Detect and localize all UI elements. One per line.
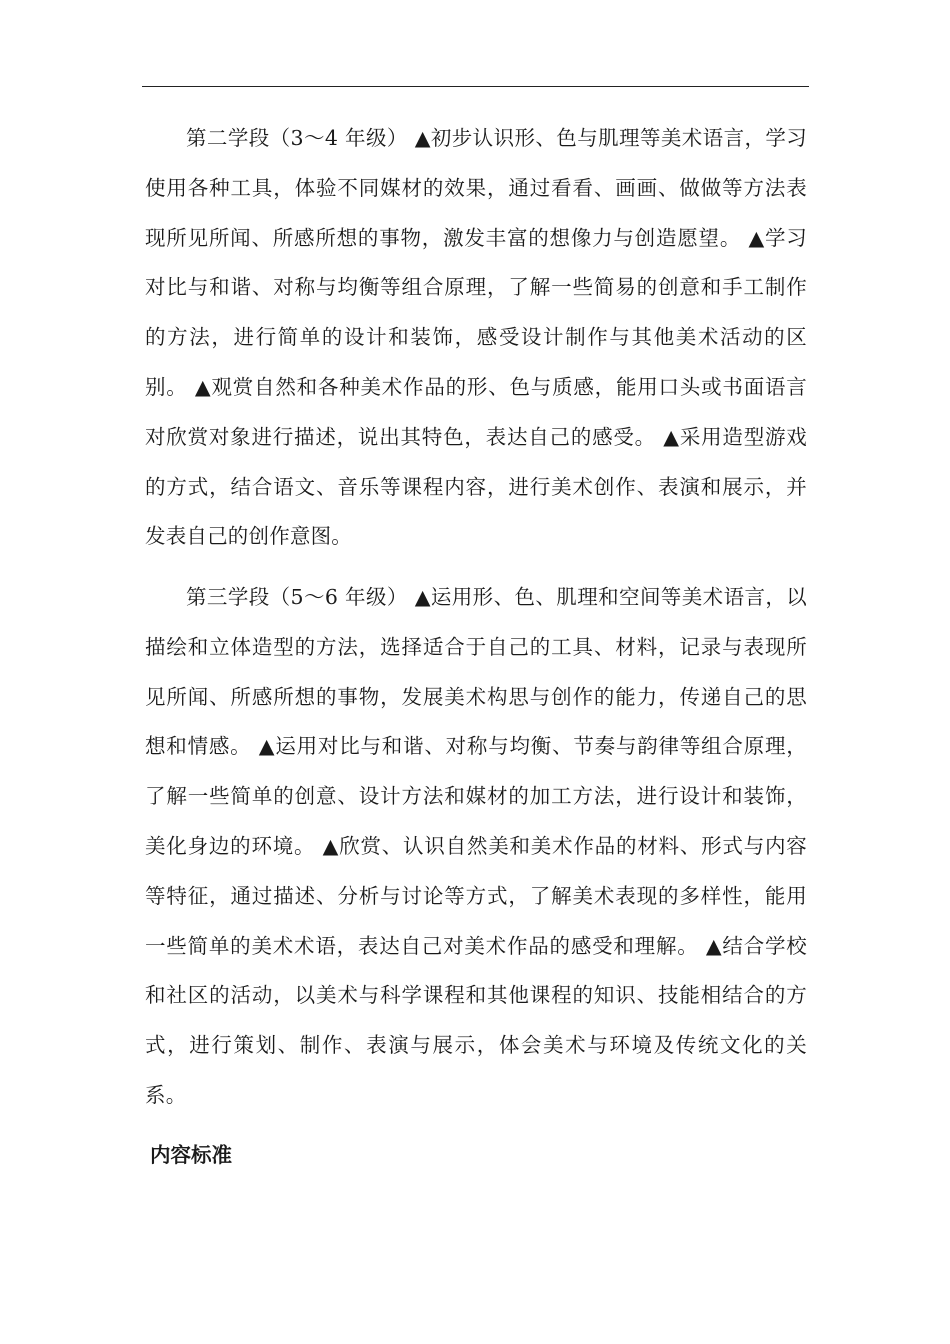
section-heading: 内容标准 [150, 1143, 232, 1167]
paragraph-stage-three: 第三学段（5～6 年级） ▲运用形、色、肌理和空间等美术语言，以描绘和立体造型的方法，选择适合于自己的工具、材料，记录与表现所见所闻、所感所想的事物，发展美术构思与创作的能力，传递自己的思想和情感。 ▲运用对比与和谐、对称与均衡、节奏与韵律等组合原理，了解一些简单的创意、设计方法和媒材的加工方法，进行设计和装饰，美化身边的环境。 ▲欣赏、认识自然美和美术作品的材料、形式与内容等特征，通过描述、分析与讨论等方式，了解美术表现的多样性，能用一些简单的美术术语，表达自己对美术作品的感受和理解。 ▲结合学校和社区的活动，以美术与科学课程和其他课程的知识、技能相结合的方式，进行策划、制作、表演与展示，体会美术与环境及传统文化的关系。 [145, 585, 807, 1107]
header-rule [142, 86, 809, 87]
paragraph-stage-two: 第二学段（3～4 年级） ▲初步认识形、色与肌理等美术语言，学习使用各种工具，体验不同媒材的效果，通过看看、画画、做做等方法表现所见所闻、所感所想的事物，激发丰富的想像力与创造愿望。 ▲学习对比与和谐、对称与均衡等组合原理，了解一些简易的创意和手工制作的方法，进行简单的设计和装饰，感受设计制作与其他美术活动的区别。 ▲观赏自然和各种美术作品的形、色与质感，能用口头或书面语言对欣赏对象进行描述，说出其特色，表达自己的感受。 ▲采用造型游戏的方式，结合语文、音乐等课程内容，进行美术创作、表演和展示，并发表自己的创作意图。 [145, 126, 807, 549]
